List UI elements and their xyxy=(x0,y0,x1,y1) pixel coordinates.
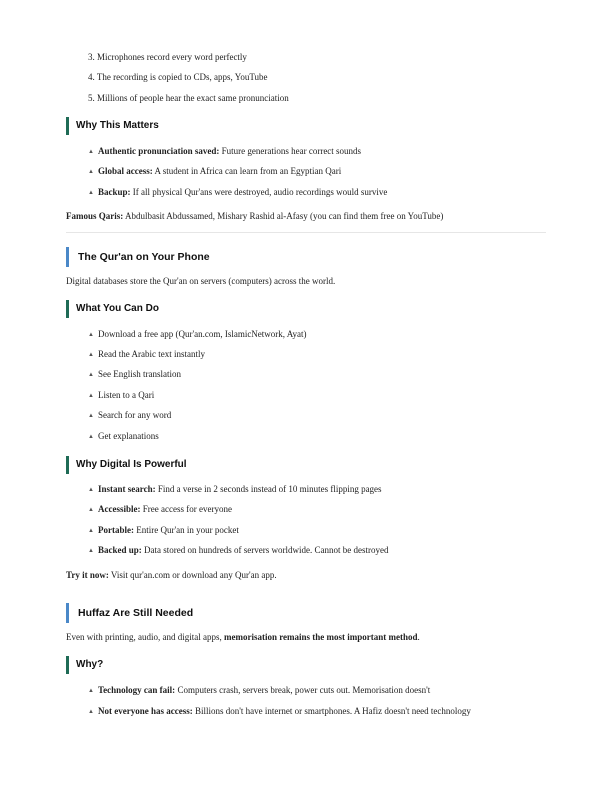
section-heading-huffaz: Huffaz Are Still Needed xyxy=(66,603,193,623)
section-heading-why-this-matters: Why This Matters xyxy=(66,117,159,135)
section-divider xyxy=(66,232,546,233)
list-item: ▲ Download a free app (Qur'an.com, IslamicNetwork, Ayat) xyxy=(88,329,307,339)
list-item: ▲ See English translation xyxy=(88,369,181,379)
bullet-icon: ▲ xyxy=(88,352,94,358)
section-heading-why-digital-powerful: Why Digital Is Powerful xyxy=(66,456,187,474)
list-item: ▲ Global access: A student in Africa can learn from an Egyptian Qari xyxy=(88,166,342,176)
famous-qaris-paragraph: Famous Qaris: Abdulbasit Abdussamed, Mishary Rashid al-Afasy (you can find them free on YouTube) xyxy=(66,211,444,221)
try-it-paragraph: Try it now: Visit qur'an.com or download any Qur'an app. xyxy=(66,570,277,580)
huffaz-intro-paragraph: Even with printing, audio, and digital apps, memorisation remains the most important method. xyxy=(66,632,420,642)
list-item: ▲ Get explanations xyxy=(88,431,159,441)
bullet-icon: ▲ xyxy=(88,169,94,175)
section-heading-what-you-can-do: What You Can Do xyxy=(66,300,159,318)
list-item: ▲ Search for any word xyxy=(88,410,172,420)
bullet-icon: ▲ xyxy=(88,688,94,694)
list-item: ▲ Backed up: Data stored on hundreds of servers worldwide. Cannot be destroyed xyxy=(88,545,389,555)
list-item: ▲ Not everyone has access: Billions don't have internet or smartphones. A Hafiz doesn't need technology xyxy=(88,706,471,716)
bullet-icon: ▲ xyxy=(88,190,94,196)
list-item: ▲ Read the Arabic text instantly xyxy=(88,349,205,359)
list-item: ▲ Technology can fail: Computers crash, servers break, power cuts out. Memorisation doesn't xyxy=(88,685,431,695)
bullet-icon: ▲ xyxy=(88,372,94,378)
list-item: ▲ Portable: Entire Qur'an in your pocket xyxy=(88,525,239,535)
bullet-icon: ▲ xyxy=(88,487,94,493)
bullet-icon: ▲ xyxy=(88,434,94,440)
bullet-icon: ▲ xyxy=(88,507,94,513)
bullet-icon: ▲ xyxy=(88,709,94,715)
list-item: ▲ Authentic pronunciation saved: Future generations hear correct sounds xyxy=(88,146,362,156)
bullet-icon: ▲ xyxy=(88,332,94,338)
bullet-icon: ▲ xyxy=(88,393,94,399)
list-item: 4. The recording is copied to CDs, apps, YouTube xyxy=(88,72,268,82)
list-item: ▲ Listen to a Qari xyxy=(88,390,155,400)
bullet-icon: ▲ xyxy=(88,413,94,419)
section-heading-quran-on-phone: The Qur'an on Your Phone xyxy=(66,247,210,267)
list-item: ▲ Backup: If all physical Qur'ans were destroyed, audio recordings would survive xyxy=(88,187,388,197)
list-item: ▲ Accessible: Free access for everyone xyxy=(88,504,232,514)
bullet-icon: ▲ xyxy=(88,548,94,554)
list-item: ▲ Instant search: Find a verse in 2 seconds instead of 10 minutes flipping pages xyxy=(88,484,382,494)
phone-intro-paragraph: Digital databases store the Qur'an on servers (computers) across the world. xyxy=(66,276,336,286)
section-heading-why: Why? xyxy=(66,656,103,674)
bullet-icon: ▲ xyxy=(88,528,94,534)
list-item: 3. Microphones record every word perfectly xyxy=(88,52,247,62)
list-item: 5. Millions of people hear the exact same pronunciation xyxy=(88,93,289,103)
bullet-icon: ▲ xyxy=(88,149,94,155)
